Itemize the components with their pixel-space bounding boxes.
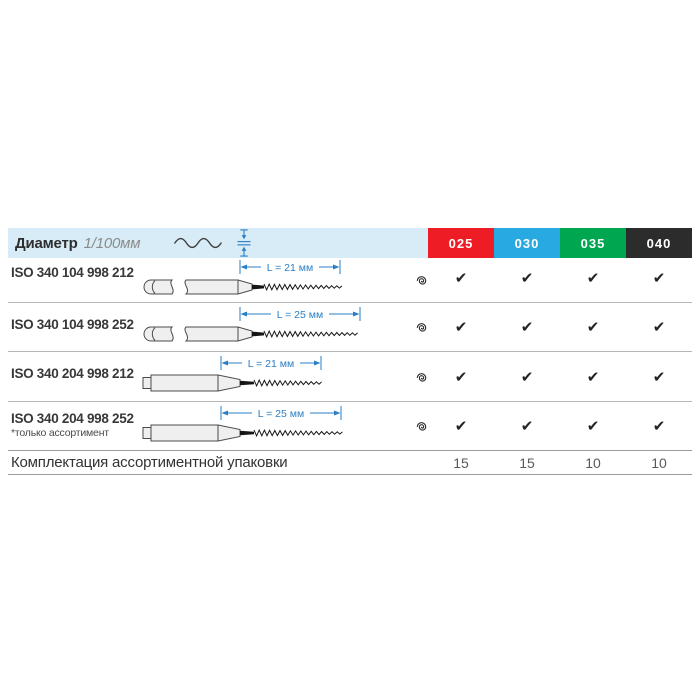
spiral-icon xyxy=(414,320,429,335)
check-cell-035 xyxy=(560,402,626,450)
handpiece-shank-diagram xyxy=(130,258,430,302)
packaging-label: Комплектация ассортиментной упаковки xyxy=(11,454,288,471)
length-dimension xyxy=(240,260,340,274)
check-icon: ✔ xyxy=(652,368,666,386)
check-cell-035 xyxy=(560,352,626,401)
check-cell-030 xyxy=(494,303,560,351)
spiral-icon xyxy=(414,419,429,434)
length-label: L = 25 мм xyxy=(257,407,305,420)
diameter-arrows-icon xyxy=(236,229,252,257)
check-cell-035 xyxy=(560,258,626,302)
iso-code: ISO 340 104 998 252 xyxy=(11,317,134,332)
diameter-chip-025: 025 xyxy=(428,228,494,258)
check-cell-040 xyxy=(626,258,692,302)
check-icon: ✔ xyxy=(454,418,468,435)
check-icon: ✔ xyxy=(652,418,666,435)
check-icon: ✔ xyxy=(652,319,666,336)
check-cell-025 xyxy=(428,258,494,302)
diameter-title: Диаметр xyxy=(15,234,78,252)
spiral-icon xyxy=(414,273,429,288)
length-dimension xyxy=(221,406,341,420)
check-cell-030 xyxy=(494,258,560,302)
check-icon: ✔ xyxy=(586,319,600,336)
diameter-chip-030: 030 xyxy=(494,228,560,258)
check-icon: ✔ xyxy=(586,418,600,435)
length-label: L = 25 мм xyxy=(276,308,324,321)
product-row-3 xyxy=(8,351,692,401)
spiral-icon xyxy=(414,370,429,385)
check-cell-040 xyxy=(626,303,692,351)
product-row-4 xyxy=(8,401,692,450)
check-icon: ✔ xyxy=(520,368,534,386)
iso-code: ISO 340 104 998 212 xyxy=(11,265,134,280)
check-icon: ✔ xyxy=(586,270,600,287)
product-row-2 xyxy=(8,302,692,351)
handpiece-shank-diagram xyxy=(130,303,430,351)
assortment-note: *только ассортимент xyxy=(11,427,109,439)
check-icon: ✔ xyxy=(454,319,468,336)
diameter-unit: 1/100мм xyxy=(83,234,141,252)
iso-code: ISO 340 204 998 252 xyxy=(11,411,134,426)
length-dimension xyxy=(221,356,321,370)
wave-icon xyxy=(172,235,224,251)
length-dimension xyxy=(240,307,360,321)
check-cell-040 xyxy=(626,402,692,450)
check-cell-025 xyxy=(428,402,494,450)
check-cell-030 xyxy=(494,352,560,401)
packaging-count-030: 15 xyxy=(519,454,535,471)
table-header xyxy=(8,228,692,258)
check-cell-035 xyxy=(560,303,626,351)
check-cell-025 xyxy=(428,352,494,401)
product-row-1 xyxy=(8,258,692,302)
check-cell-025 xyxy=(428,303,494,351)
packaging-count-025: 15 xyxy=(453,454,469,471)
packaging-count-040: 10 xyxy=(651,454,667,471)
latch-shank-diagram xyxy=(130,352,430,400)
iso-code: ISO 340 204 998 212 xyxy=(11,366,134,381)
header-band xyxy=(8,228,428,258)
packaging-row xyxy=(8,450,692,475)
diameter-chip-040: 040 xyxy=(626,228,692,258)
check-icon: ✔ xyxy=(454,368,468,386)
check-icon: ✔ xyxy=(652,270,666,287)
diameter-table xyxy=(8,228,692,475)
length-label: L = 21 мм xyxy=(247,357,295,370)
check-cell-030 xyxy=(494,402,560,450)
packaging-count-035: 10 xyxy=(585,454,601,471)
check-icon: ✔ xyxy=(520,319,534,336)
diameter-chip-035: 035 xyxy=(560,228,626,258)
check-icon: ✔ xyxy=(454,270,468,287)
check-icon: ✔ xyxy=(520,270,534,287)
check-cell-040 xyxy=(626,352,692,401)
latch-shank-diagram xyxy=(130,402,430,450)
check-icon: ✔ xyxy=(520,418,534,435)
length-label: L = 21 мм xyxy=(266,261,314,274)
check-icon: ✔ xyxy=(586,368,600,386)
